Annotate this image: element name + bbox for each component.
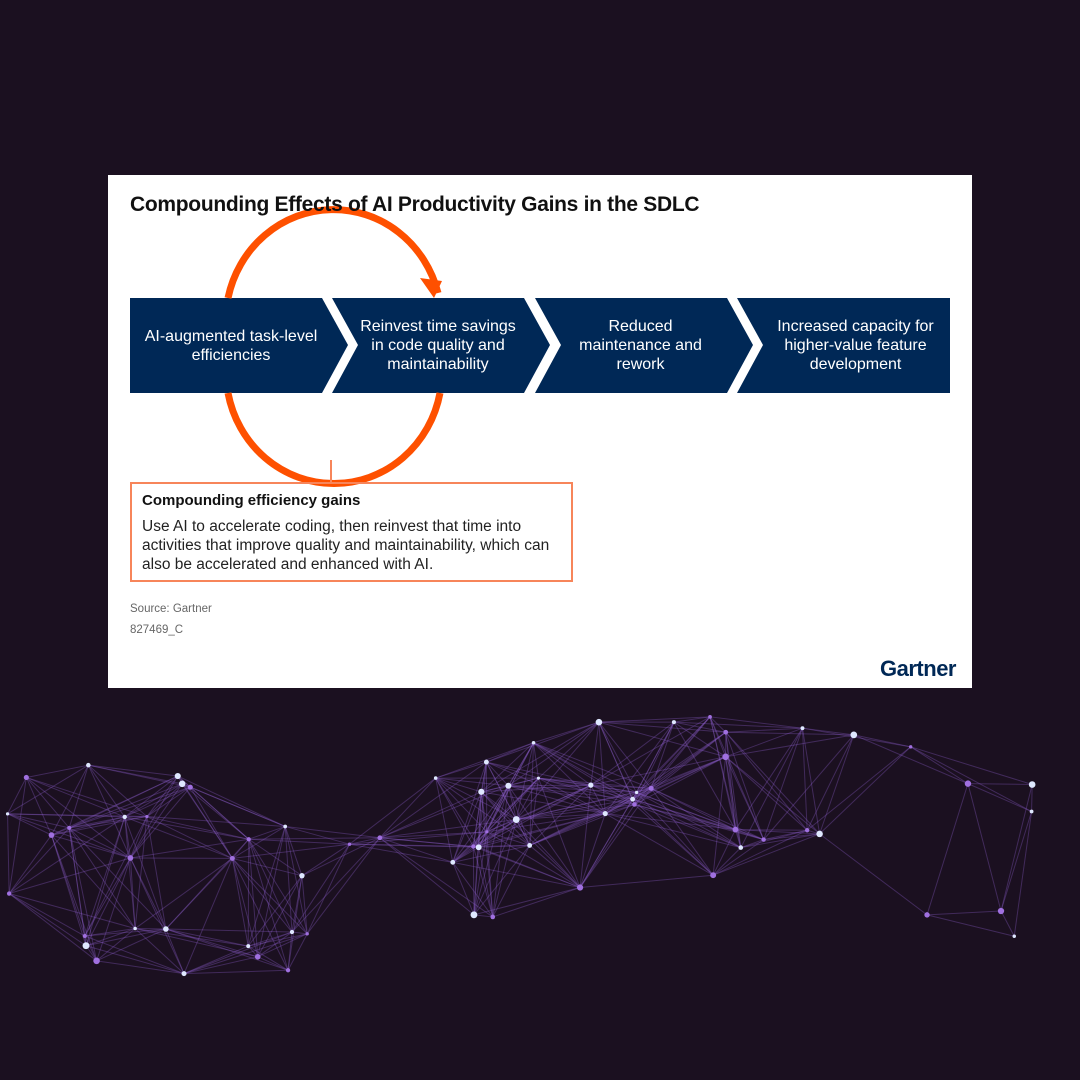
network-line bbox=[292, 838, 380, 932]
network-line bbox=[1001, 812, 1032, 911]
network-line bbox=[135, 929, 258, 957]
network-node bbox=[247, 837, 251, 841]
network-line bbox=[380, 762, 487, 838]
step-reinvest-time: Reinvest time savings in code quality and maintainability bbox=[360, 318, 516, 373]
network-line bbox=[8, 814, 10, 894]
network-node bbox=[537, 777, 540, 780]
network-line bbox=[97, 961, 184, 974]
network-node bbox=[588, 783, 593, 788]
network-node bbox=[290, 930, 294, 934]
network-line bbox=[1032, 785, 1033, 812]
network-node bbox=[632, 802, 637, 807]
infographic-card bbox=[108, 175, 972, 688]
network-node bbox=[577, 884, 583, 890]
network-node bbox=[505, 783, 511, 789]
network-node bbox=[476, 844, 482, 850]
network-line bbox=[726, 757, 808, 830]
network-node bbox=[909, 745, 912, 748]
network-line bbox=[51, 835, 86, 946]
step-increased-capacity: Increased capacity for higher-value feature development bbox=[777, 318, 934, 373]
network-node bbox=[255, 954, 261, 960]
network-node bbox=[1029, 781, 1036, 788]
diagram-graphics bbox=[108, 175, 972, 688]
network-line bbox=[927, 911, 1001, 915]
step-ai-augmented: AI-augmented task-level efficiencies bbox=[144, 327, 318, 364]
network-line bbox=[854, 735, 911, 747]
network-line bbox=[8, 814, 52, 835]
network-line bbox=[85, 817, 125, 936]
source-text: Source: Gartner bbox=[130, 603, 212, 615]
network-line bbox=[713, 830, 807, 875]
callout-body: Use AI to accelerate coding, then reinvest that time into activities that improve quality and maintainability, which can also be accelerated and enhanced with AI. bbox=[142, 518, 550, 573]
network-node bbox=[86, 763, 91, 768]
network-node bbox=[1013, 934, 1016, 937]
network-node bbox=[596, 719, 603, 726]
network-line bbox=[674, 722, 803, 728]
network-line bbox=[1014, 812, 1031, 937]
network-line bbox=[88, 765, 130, 858]
network-line bbox=[726, 728, 803, 732]
loop-arrow-top bbox=[228, 210, 438, 298]
network-line bbox=[8, 814, 70, 828]
network-node bbox=[733, 827, 739, 833]
page-title: Compounding Effects of AI Productivity Gains in the SDLC bbox=[130, 193, 700, 216]
network-line bbox=[380, 838, 474, 915]
network-line bbox=[968, 784, 1001, 911]
network-line bbox=[487, 832, 580, 888]
network-line bbox=[453, 862, 580, 887]
network-node bbox=[723, 730, 728, 735]
network-line bbox=[820, 747, 911, 834]
network-line bbox=[534, 743, 635, 805]
network-node bbox=[805, 828, 809, 832]
network-line bbox=[473, 846, 474, 914]
network-node bbox=[123, 815, 127, 819]
network-line bbox=[436, 778, 453, 862]
network-node bbox=[527, 843, 532, 848]
network-node bbox=[128, 855, 134, 861]
network-node bbox=[306, 932, 309, 935]
network-node bbox=[283, 825, 287, 829]
network-node bbox=[924, 912, 929, 917]
network-line bbox=[51, 835, 96, 961]
network-line bbox=[249, 838, 380, 839]
network-node bbox=[513, 816, 520, 823]
network-node bbox=[163, 926, 169, 932]
network-line bbox=[651, 788, 713, 875]
network-node bbox=[188, 785, 193, 790]
network-line bbox=[713, 757, 725, 875]
network-line bbox=[380, 778, 436, 838]
network-node bbox=[738, 845, 743, 850]
network-line bbox=[713, 848, 741, 876]
network-node bbox=[133, 927, 137, 931]
network-line bbox=[580, 875, 713, 887]
network-node bbox=[93, 958, 100, 965]
network-line bbox=[9, 894, 85, 936]
network-node bbox=[24, 775, 29, 780]
network-line bbox=[232, 858, 302, 875]
network-line bbox=[911, 747, 968, 784]
network-line bbox=[26, 777, 147, 816]
network-node bbox=[299, 873, 304, 878]
network-node bbox=[672, 720, 676, 724]
network-line bbox=[927, 915, 1014, 936]
step-reduced-maintenance: Reduced maintenance and rework bbox=[579, 318, 702, 373]
network-node bbox=[6, 812, 9, 815]
network-line bbox=[534, 722, 599, 743]
network-line bbox=[968, 784, 1032, 812]
network-line bbox=[166, 839, 249, 929]
network-node bbox=[850, 732, 857, 739]
network-line bbox=[820, 834, 927, 915]
network-line bbox=[166, 929, 248, 946]
network-line bbox=[637, 792, 714, 875]
network-node bbox=[67, 826, 71, 830]
network-line bbox=[26, 777, 130, 858]
network-node bbox=[649, 786, 654, 791]
network-node bbox=[630, 797, 635, 802]
network-line bbox=[820, 735, 854, 834]
network-node bbox=[708, 715, 712, 719]
network-node bbox=[348, 843, 351, 846]
callout-box bbox=[130, 482, 573, 582]
network-node bbox=[490, 915, 495, 920]
arrowhead-icon bbox=[420, 278, 442, 298]
network-line bbox=[307, 838, 380, 934]
network-line bbox=[69, 828, 96, 961]
network-line bbox=[1001, 911, 1014, 936]
network-line bbox=[302, 876, 307, 934]
network-node bbox=[532, 741, 536, 745]
network-node bbox=[246, 944, 250, 948]
network-line bbox=[633, 799, 741, 847]
network-line bbox=[26, 777, 69, 827]
network-node bbox=[175, 773, 181, 779]
network-node bbox=[182, 971, 187, 976]
network-line bbox=[605, 814, 713, 876]
network-node bbox=[635, 791, 638, 794]
network-node bbox=[484, 760, 489, 765]
network-node bbox=[145, 815, 148, 818]
network-line bbox=[350, 778, 436, 844]
network-node bbox=[450, 860, 455, 865]
network-node bbox=[377, 835, 382, 840]
network-line bbox=[135, 929, 248, 947]
network-node bbox=[471, 911, 478, 918]
network-node bbox=[230, 856, 235, 861]
network-node bbox=[603, 811, 608, 816]
network-line bbox=[807, 747, 911, 830]
network-line bbox=[591, 717, 710, 785]
network-line bbox=[248, 876, 302, 946]
network-node bbox=[434, 776, 438, 780]
network-node bbox=[286, 968, 290, 972]
network-node bbox=[471, 844, 475, 848]
network-node bbox=[801, 726, 805, 730]
network-line bbox=[735, 728, 802, 829]
network-node bbox=[722, 754, 729, 761]
network-node bbox=[965, 780, 971, 786]
network-line bbox=[9, 835, 51, 893]
network-line bbox=[713, 840, 763, 876]
network-node bbox=[83, 942, 90, 949]
network-line bbox=[232, 839, 248, 858]
network-node bbox=[1030, 810, 1034, 814]
network-line bbox=[453, 862, 474, 914]
gartner-logo: Gartner bbox=[880, 656, 956, 681]
network-line bbox=[248, 839, 249, 946]
figure-id: 827469_C bbox=[130, 624, 184, 636]
network-node bbox=[179, 781, 186, 788]
network-node bbox=[816, 831, 823, 838]
network-line bbox=[807, 735, 854, 830]
network-node bbox=[83, 934, 87, 938]
network-line bbox=[9, 894, 86, 946]
network-node bbox=[710, 872, 716, 878]
network-line bbox=[508, 785, 590, 786]
network-node bbox=[7, 891, 11, 895]
network-node bbox=[998, 908, 1004, 914]
network-line bbox=[97, 858, 131, 961]
network-line bbox=[968, 784, 1032, 785]
network-node bbox=[49, 832, 55, 838]
callout-heading: Compounding efficiency gains bbox=[142, 492, 361, 509]
network-line bbox=[258, 957, 288, 970]
network-node bbox=[485, 830, 488, 833]
loop-arrow-bottom bbox=[228, 393, 440, 484]
network-line bbox=[184, 970, 288, 973]
network-line bbox=[69, 828, 86, 946]
network-node bbox=[761, 837, 765, 841]
network-line bbox=[258, 876, 302, 957]
network-line bbox=[927, 784, 968, 915]
network-line bbox=[292, 932, 307, 934]
network-line bbox=[764, 728, 803, 839]
network-line bbox=[802, 728, 910, 747]
network-node bbox=[478, 789, 484, 795]
